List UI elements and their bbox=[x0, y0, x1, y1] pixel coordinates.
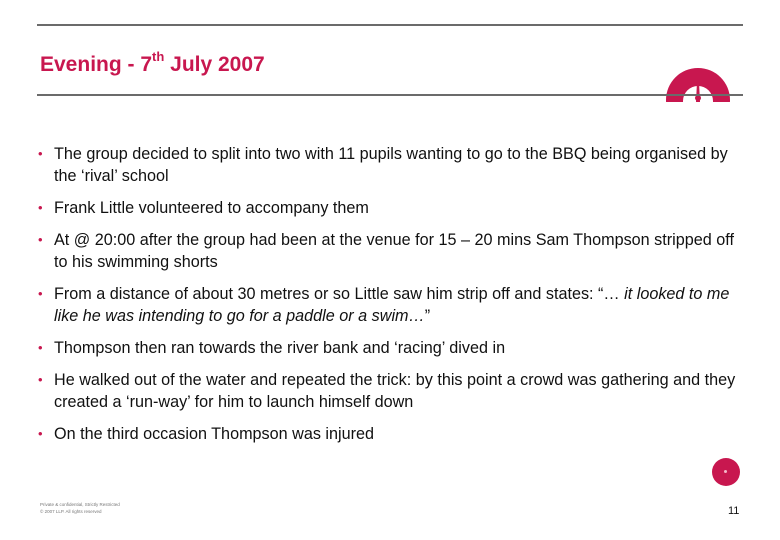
bullet-marker: • bbox=[38, 232, 43, 247]
bullet-marker: • bbox=[38, 372, 43, 387]
decorative-dot bbox=[724, 470, 727, 473]
bullet-item: • At @ 20:00 after the group had been at the venue for 15 – 20 mins Sam Thompson stripped off to his swimming shorts bbox=[38, 231, 734, 271]
slide-title: Evening - 7th July 2007 bbox=[40, 49, 265, 76]
bullet-marker: • bbox=[38, 426, 43, 441]
bullet-item: • The group decided to split into two with 11 pupils wanting to go to the BBQ being organised by the ‘rival’ school bbox=[38, 145, 728, 185]
bullet-item: • Frank Little volunteered to accompany them bbox=[38, 199, 369, 217]
bullet-item: • Thompson then ran towards the river bank and ‘racing’ dived in bbox=[38, 339, 506, 357]
bullet-marker: • bbox=[38, 286, 43, 301]
bullet-list bbox=[38, 143, 750, 455]
bullet-marker: • bbox=[38, 340, 43, 355]
quote-text: it looked to me like he was intending to go for a paddle or a swim… bbox=[54, 285, 730, 325]
bullet-marker: • bbox=[38, 200, 43, 215]
bullet-item: • He walked out of the water and repeated the trick: by this point a crowd was gathering and they created a ‘run-way’ for him to launch himself down bbox=[38, 371, 736, 411]
footer-notice: Private & confidential, Strictly Restricted © 2007 LLP. All rights reserved bbox=[40, 502, 120, 514]
bullet-item-quote: • From a distance of about 30 metres or so Little saw him strip off and states: “… it looked to me like he was intending to go for a paddle or a swim…” bbox=[38, 285, 730, 325]
logo-icon bbox=[666, 68, 730, 102]
page-number: 11 bbox=[728, 505, 740, 517]
header-rule bbox=[37, 94, 743, 96]
bullet-marker: • bbox=[38, 146, 43, 161]
top-rule bbox=[37, 24, 743, 26]
bullet-item: • On the third occasion Thompson was injured bbox=[38, 425, 375, 443]
